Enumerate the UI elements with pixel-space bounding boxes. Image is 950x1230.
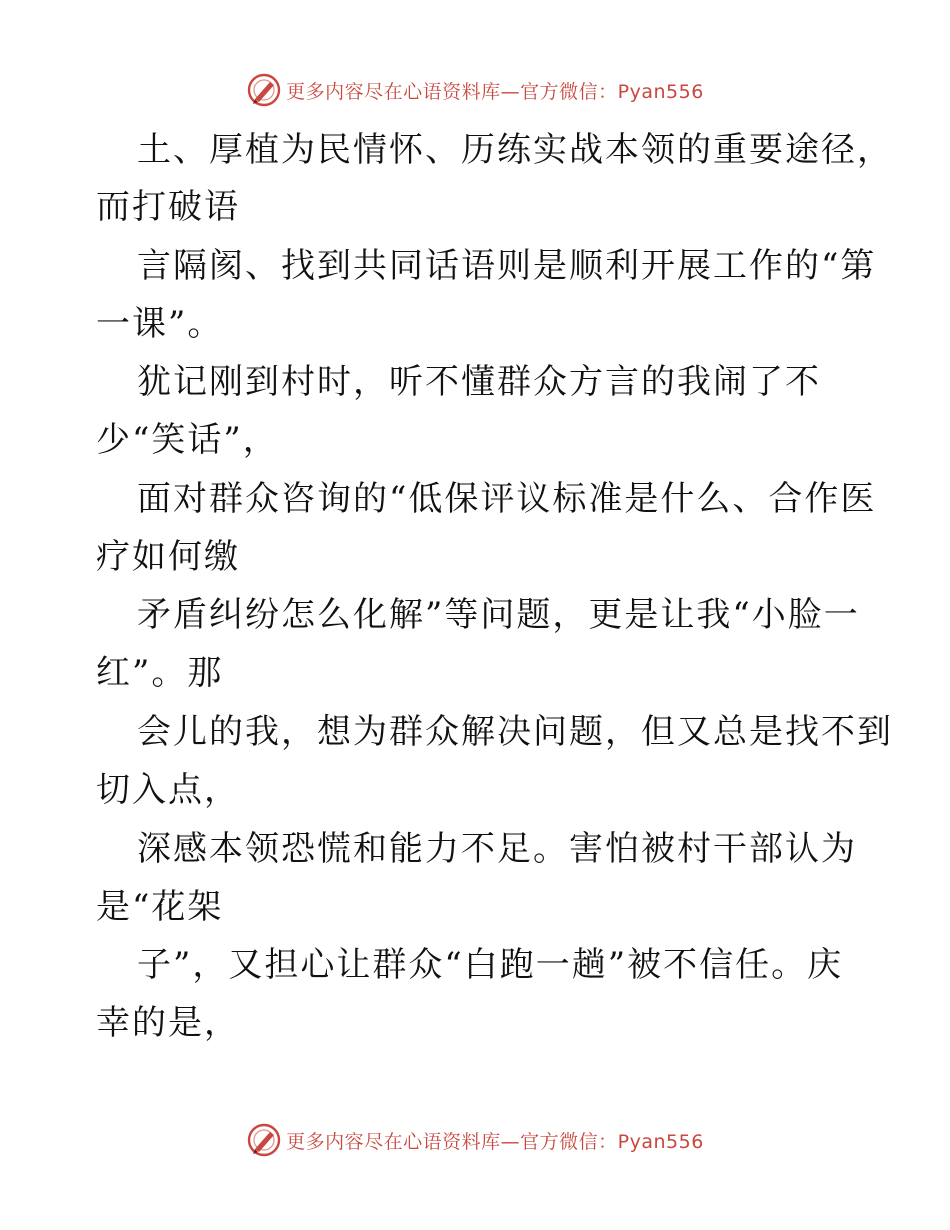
text-line: 而打破语 — [96, 187, 240, 227]
text-line: 切入点， — [96, 770, 240, 810]
pen-logo-icon — [246, 1122, 282, 1158]
pen-logo-icon — [246, 72, 282, 108]
header-watermark-text: 更多内容尽在心语资料库—官方微信：Pyan556 — [286, 80, 704, 103]
text-line: 少“笑话”， — [96, 420, 279, 460]
text-line: 是“花架 — [96, 887, 224, 927]
text-line: 子”，又担心让群众“白跑一趟”被不信任。庆 — [137, 945, 844, 985]
text-line: 犹记刚到村时，听不懂群众方言的我闹了不 — [137, 362, 821, 402]
text-line: 红”。那 — [96, 653, 224, 693]
text-line: 矛盾纠纷怎么化解”等问题，更是让我“小脸一 — [137, 595, 860, 635]
text-line: 深感本领恐慌和能力不足。害怕被村干部认为 — [137, 829, 857, 869]
footer-watermark-banner — [0, 1120, 950, 1160]
text-line: 面对群众咨询的“低保评议标准是什么、合作医 — [137, 479, 877, 519]
text-line: 幸的是， — [96, 1003, 240, 1043]
text-line: 一课”。 — [96, 304, 224, 344]
text-line: 言隔阂、找到共同话语则是顺利开展工作的“第 — [137, 246, 877, 286]
footer-watermark-text: 更多内容尽在心语资料库—官方微信：Pyan556 — [286, 1130, 704, 1153]
text-line: 疗如何缴 — [96, 537, 240, 577]
text-line: 土、厚植为民情怀、历练实战本领的重要途径， — [137, 130, 893, 170]
text-line: 会儿的我，想为群众解决问题，但又总是找不到 — [137, 712, 893, 752]
header-watermark-banner — [0, 70, 950, 110]
